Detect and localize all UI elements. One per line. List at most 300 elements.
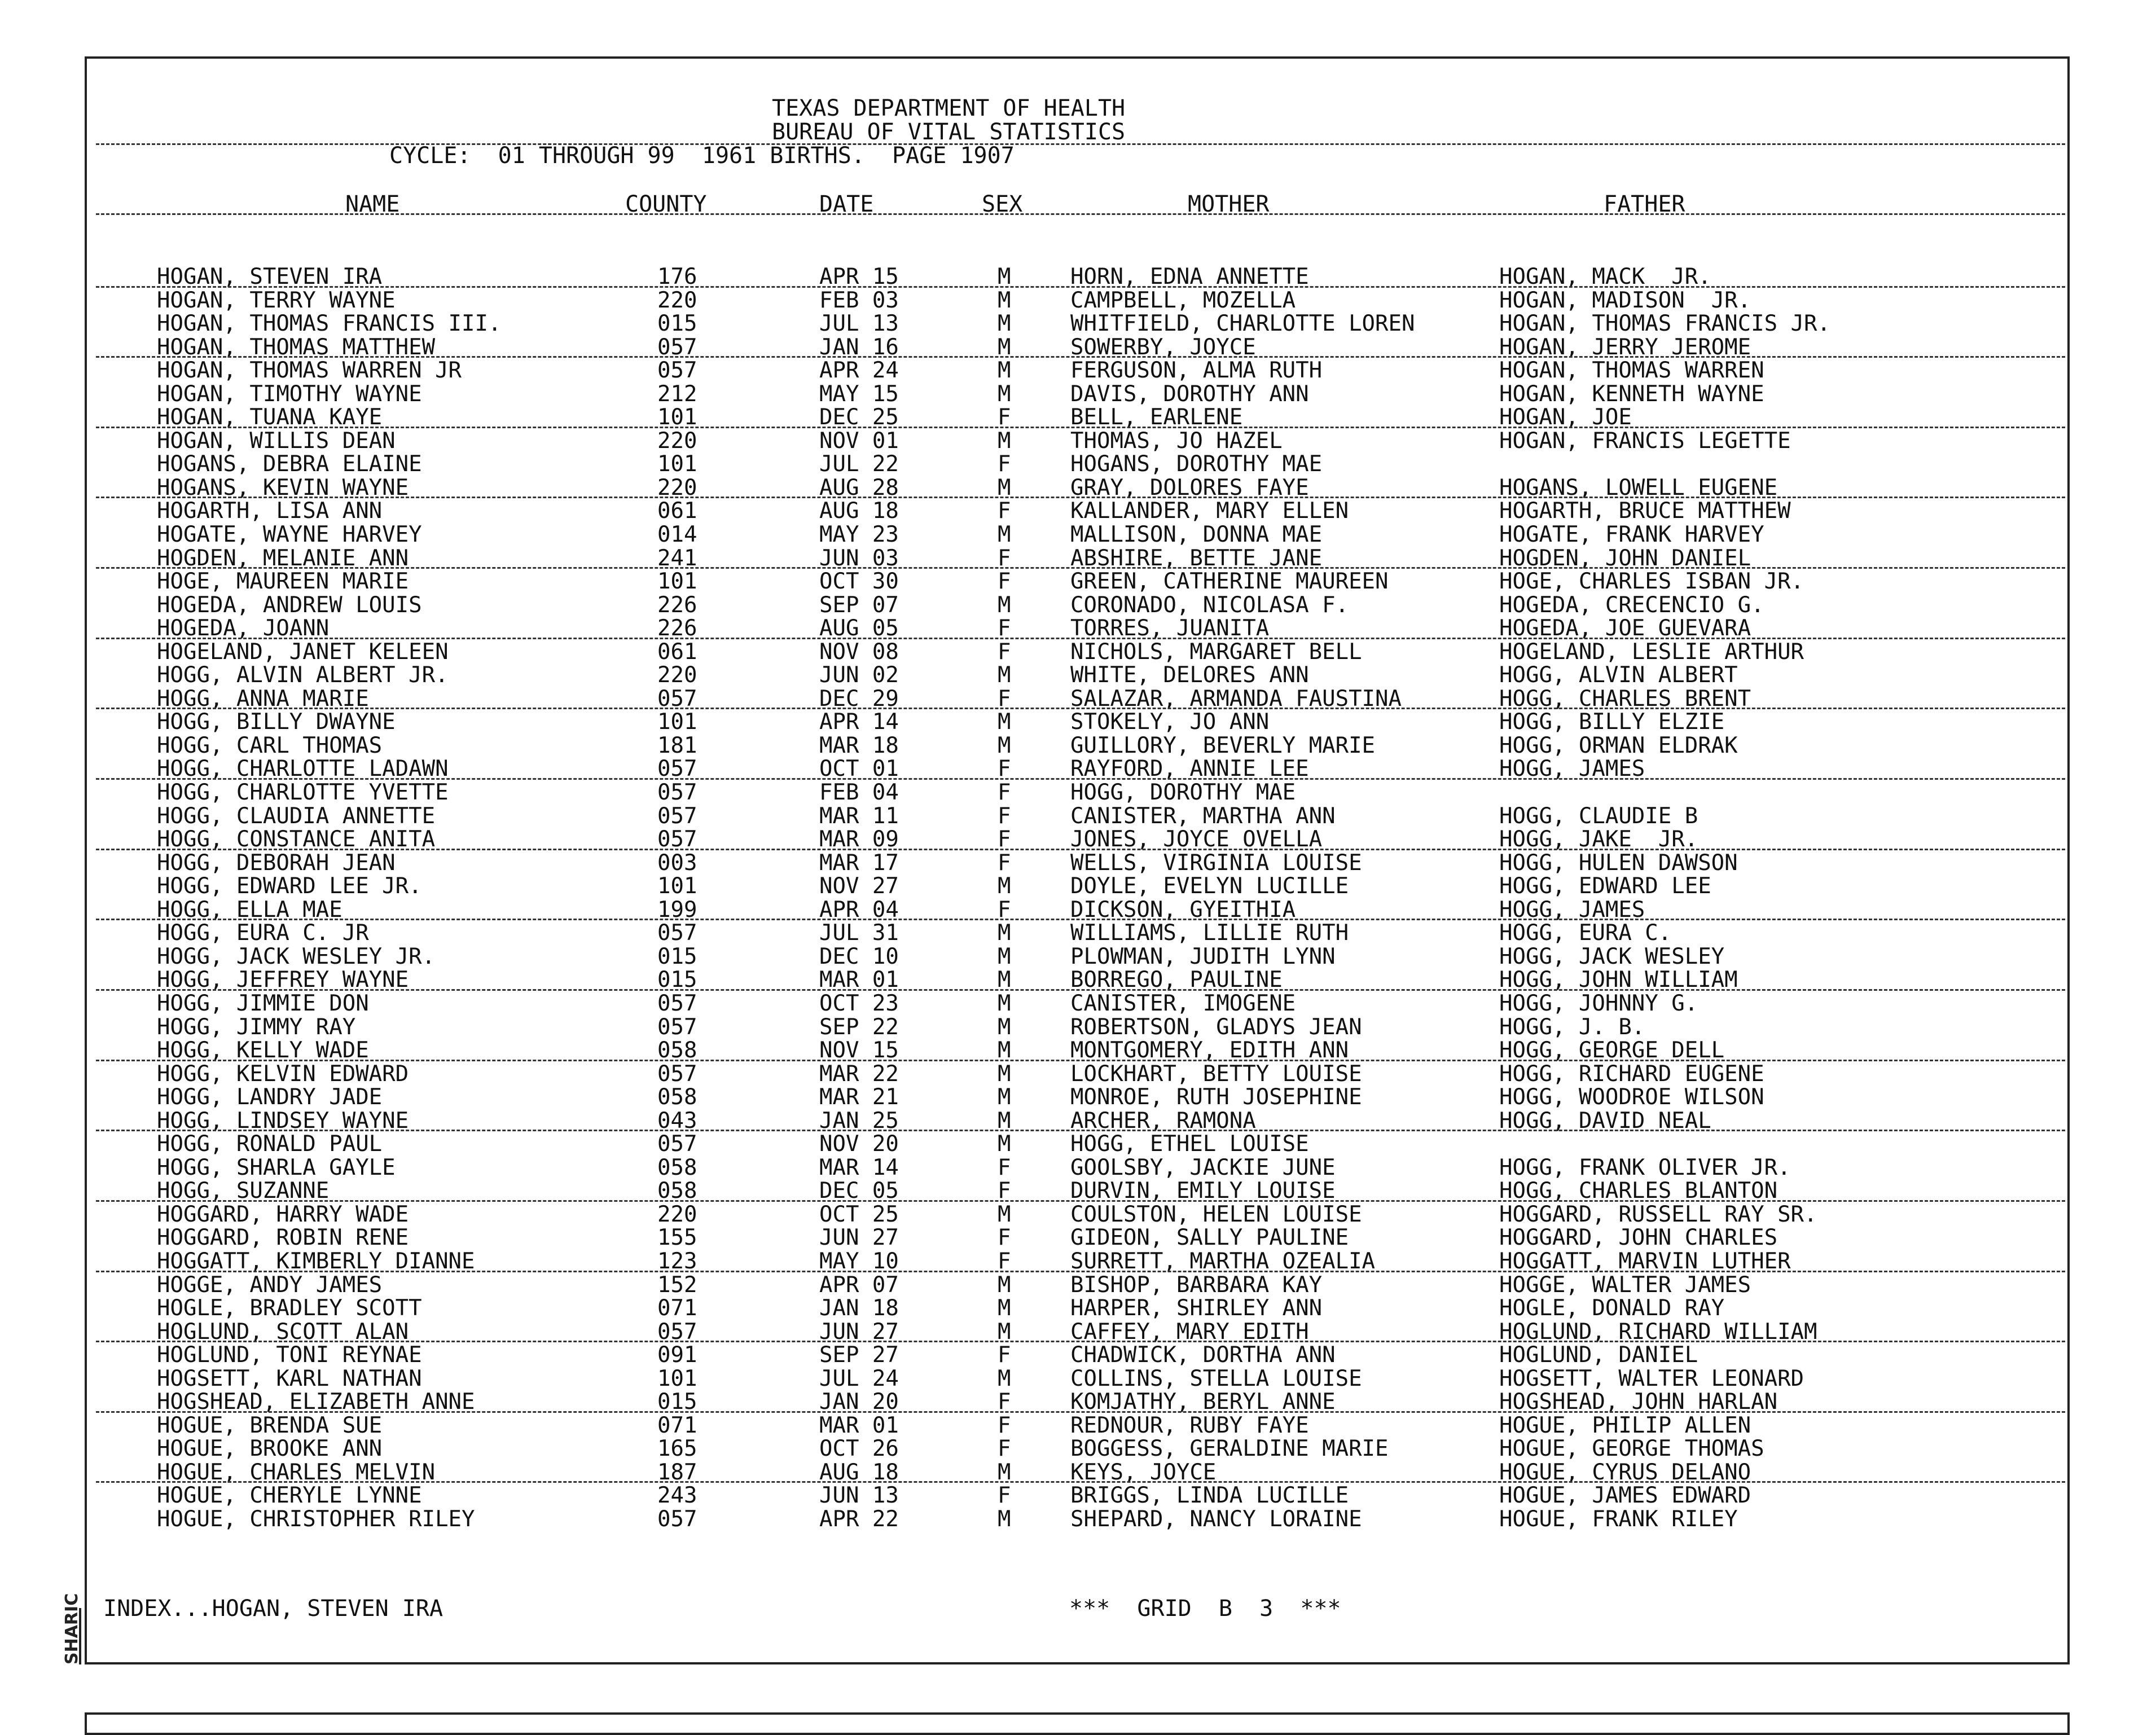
- record-date: MAR 17: [819, 850, 899, 876]
- record-row: [0, 1016, 2156, 1039]
- record-mother: CAMPBELL, MOZELLA: [1070, 287, 1296, 313]
- record-name: HOGUE, BROOKE ANN: [157, 1436, 383, 1462]
- record-sex: F: [998, 1178, 1011, 1204]
- record-mother: KOMJATHY, BERYL ANNE: [1070, 1389, 1336, 1415]
- record-name: HOGG, KELLY WADE: [157, 1038, 369, 1064]
- record-county: 015: [657, 943, 697, 969]
- record-mother: SHEPARD, NANCY LORAINE: [1070, 1506, 1362, 1532]
- record-mother: CAFFEY, MARY EDITH: [1070, 1319, 1309, 1345]
- record-row: [0, 1461, 2156, 1484]
- record-row: [0, 1039, 2156, 1062]
- record-date: NOV 27: [819, 873, 899, 899]
- record-mother: KALLANDER, MARY ELLEN: [1070, 498, 1349, 524]
- record-sex: M: [998, 1459, 1011, 1485]
- record-sex: F: [998, 405, 1011, 431]
- record-date: JAN 25: [819, 1108, 899, 1134]
- record-name: HOGAN, TUANA KAYE: [157, 405, 383, 431]
- record-name: HOGG, CARL THOMAS: [157, 732, 383, 758]
- record-mother: CORONADO, NICOLASA F.: [1070, 592, 1349, 618]
- record-father: HOGG, DAVID NEAL: [1499, 1108, 1711, 1134]
- record-father: HOGG, HULEN DAWSON: [1499, 850, 1738, 876]
- record-sex: M: [998, 709, 1011, 735]
- record-sex: M: [998, 1295, 1011, 1321]
- record-row: [0, 594, 2156, 617]
- record-county: 226: [657, 592, 697, 618]
- record-row: [0, 1086, 2156, 1109]
- record-name: HOGG, EURA C. JR: [157, 920, 369, 946]
- record-sex: M: [998, 873, 1011, 899]
- record-sex: F: [998, 756, 1011, 782]
- record-date: JAN 18: [819, 1295, 899, 1321]
- record-date: SEP 07: [819, 592, 899, 618]
- record-sex: F: [998, 780, 1011, 806]
- bureau-title: BUREAU OF VITAL STATISTICS: [772, 119, 1126, 145]
- record-mother: PLOWMAN, JUDITH LYNN: [1070, 943, 1336, 969]
- record-name: HOGAN, THOMAS MATTHEW: [157, 334, 436, 360]
- record-mother: GUILLORY, BEVERLY MARIE: [1070, 732, 1376, 758]
- record-name: HOGG, LINDSEY WAYNE: [157, 1108, 409, 1134]
- record-date: JUL 24: [819, 1365, 899, 1391]
- record-father: HOGG, BILLY ELZIE: [1499, 709, 1725, 735]
- record-sex: M: [998, 592, 1011, 618]
- record-father: HOGG, CLAUDIE B: [1499, 803, 1698, 829]
- record-father: HOGG, CHARLES BRENT: [1499, 686, 1751, 711]
- record-date: NOV 01: [819, 428, 899, 454]
- record-name: HOGSETT, KARL NATHAN: [157, 1365, 422, 1391]
- record-mother: DOYLE, EVELYN LUCILLE: [1070, 873, 1349, 899]
- column-header-county: COUNTY: [625, 191, 707, 217]
- record-sex: M: [998, 358, 1011, 384]
- record-date: OCT 30: [819, 569, 899, 595]
- record-father: HOGAN, THOMAS WARREN: [1499, 358, 1764, 384]
- record-mother: BORREGO, PAULINE: [1070, 967, 1283, 993]
- record-father: HOGG, EDWARD LEE: [1499, 873, 1711, 899]
- record-sex: F: [998, 1389, 1011, 1415]
- record-name: HOGG, JEFFREY WAYNE: [157, 967, 409, 993]
- record-sex: M: [998, 1084, 1011, 1110]
- record-date: APR 24: [819, 358, 899, 384]
- record-county: 226: [657, 616, 697, 642]
- record-mother: COULSTON, HELEN LOUISE: [1070, 1201, 1362, 1227]
- record-date: JUN 03: [819, 545, 899, 571]
- record-name: HOGUE, BRENDA SUE: [157, 1412, 383, 1438]
- record-sex: M: [998, 920, 1011, 946]
- record-sex: M: [998, 311, 1011, 337]
- record-county: 057: [657, 686, 697, 711]
- record-mother: WHITFIELD, CHARLOTTE LOREN: [1070, 311, 1415, 337]
- record-date: SEP 22: [819, 1014, 899, 1040]
- record-county: 071: [657, 1295, 697, 1321]
- record-sex: M: [998, 264, 1011, 289]
- record-name: HOGG, CONSTANCE ANITA: [157, 827, 436, 853]
- record-date: NOV 08: [819, 639, 899, 665]
- record-row: [0, 1390, 2156, 1414]
- record-father: HOGG, JAMES: [1499, 756, 1645, 782]
- record-name: HOGANS, KEVIN WAYNE: [157, 475, 409, 500]
- record-row: [0, 523, 2156, 547]
- record-mother: WHITE, DELORES ANN: [1070, 662, 1309, 688]
- record-row: [0, 429, 2156, 453]
- record-father: HOGSHEAD, JOHN HARLAN: [1499, 1389, 1778, 1415]
- record-row: [0, 710, 2156, 734]
- record-date: SEP 27: [819, 1342, 899, 1368]
- record-mother: HORN, EDNA ANNETTE: [1070, 264, 1309, 289]
- record-mother: RAYFORD, ANNIE LEE: [1070, 756, 1309, 782]
- record-row: [0, 289, 2156, 313]
- record-county: 003: [657, 850, 697, 876]
- record-row: [0, 828, 2156, 851]
- record-sex: F: [998, 1412, 1011, 1438]
- record-father: HOGUE, FRANK RILEY: [1499, 1506, 1738, 1532]
- record-row: [0, 1109, 2156, 1133]
- record-county: 101: [657, 1365, 697, 1391]
- record-county: 057: [657, 1131, 697, 1157]
- record-mother: HOGG, ETHEL LOUISE: [1070, 1131, 1309, 1157]
- record-row: [0, 851, 2156, 875]
- record-county: 101: [657, 405, 697, 431]
- record-name: HOGE, MAUREEN MARIE: [157, 569, 409, 595]
- record-row: [0, 921, 2156, 945]
- record-date: AUG 05: [819, 616, 899, 642]
- record-name: HOGG, JIMMIE DON: [157, 990, 369, 1016]
- record-row: [0, 664, 2156, 687]
- record-sex: F: [998, 1248, 1011, 1274]
- record-row: [0, 757, 2156, 781]
- record-mother: ARCHER, RAMONA: [1070, 1108, 1256, 1134]
- record-row: [0, 1320, 2156, 1344]
- record-mother: FERGUSON, ALMA RUTH: [1070, 358, 1323, 384]
- record-name: HOGGARD, HARRY WADE: [157, 1201, 409, 1227]
- record-name: HOGG, SHARLA GAYLE: [157, 1154, 396, 1180]
- agency-title: TEXAS DEPARTMENT OF HEALTH: [772, 95, 1126, 121]
- column-header-rule: [96, 213, 2065, 215]
- record-father: HOGATE, FRANK HARVEY: [1499, 522, 1764, 548]
- record-name: HOGG, SUZANNE: [157, 1178, 330, 1204]
- record-father: HOGUE, GEORGE THOMAS: [1499, 1436, 1764, 1462]
- record-row: [0, 406, 2156, 429]
- record-row: [0, 734, 2156, 758]
- record-date: APR 22: [819, 1506, 899, 1532]
- record-sex: M: [998, 522, 1011, 548]
- record-name: HOGAN, WILLIS DEAN: [157, 428, 396, 454]
- record-name: HOGG, JACK WESLEY JR.: [157, 943, 436, 969]
- cycle-line: CYCLE: 01 THROUGH 99 1961 BIRTHS. PAGE 1907: [389, 143, 1015, 169]
- record-name: HOGG, CHARLOTTE LADAWN: [157, 756, 449, 782]
- record-date: DEC 29: [819, 686, 899, 711]
- record-row: [0, 1179, 2156, 1203]
- record-mother: REDNOUR, RUBY FAYE: [1070, 1412, 1309, 1438]
- record-father: HOGUE, JAMES EDWARD: [1499, 1483, 1751, 1509]
- record-county: 057: [657, 827, 697, 853]
- record-county: 220: [657, 1201, 697, 1227]
- record-father: HOGG, JACK WESLEY: [1499, 943, 1725, 969]
- record-father: HOGG, J. B.: [1499, 1014, 1645, 1040]
- record-mother: BISHOP, BARBARA KAY: [1070, 1272, 1323, 1298]
- record-sex: M: [998, 1108, 1011, 1134]
- record-county: 220: [657, 287, 697, 313]
- record-mother: COLLINS, STELLA LOUISE: [1070, 1365, 1362, 1391]
- record-date: OCT 25: [819, 1201, 899, 1227]
- record-date: NOV 15: [819, 1038, 899, 1064]
- record-row: [0, 898, 2156, 922]
- footer-index: INDEX...HOGAN, STEVEN IRA: [103, 1596, 444, 1622]
- record-row: [0, 687, 2156, 711]
- record-county: 071: [657, 1412, 697, 1438]
- record-name: HOGELAND, JANET KELEEN: [157, 639, 449, 665]
- record-row: [0, 1132, 2156, 1156]
- record-county: 057: [657, 358, 697, 384]
- record-row: [0, 617, 2156, 640]
- record-name: HOGG, ANNA MARIE: [157, 686, 369, 711]
- record-county: 057: [657, 920, 697, 946]
- record-mother: ROBERTSON, GLADYS JEAN: [1070, 1014, 1362, 1040]
- record-sex: M: [998, 662, 1011, 688]
- side-label: SHARIC: [62, 1593, 82, 1664]
- record-row: [0, 1203, 2156, 1227]
- record-row: [0, 1062, 2156, 1086]
- record-name: HOGARTH, LISA ANN: [157, 498, 383, 524]
- record-father: HOGANS, LOWELL EUGENE: [1499, 475, 1778, 500]
- record-father: HOGLE, DONALD RAY: [1499, 1295, 1725, 1321]
- record-county: 152: [657, 1272, 697, 1298]
- record-father: HOGUE, CYRUS DELANO: [1499, 1459, 1751, 1485]
- record-sex: M: [998, 1365, 1011, 1391]
- record-sex: F: [998, 498, 1011, 524]
- record-name: HOGGARD, ROBIN RENE: [157, 1225, 409, 1251]
- record-father: HOGG, JAMES: [1499, 897, 1645, 923]
- record-mother: HOGG, DOROTHY MAE: [1070, 780, 1296, 806]
- record-father: HOGG, JOHN WILLIAM: [1499, 967, 1738, 993]
- record-sex: F: [998, 616, 1011, 642]
- record-name: HOGLUND, TONI REYNAE: [157, 1342, 422, 1368]
- record-sex: F: [998, 1225, 1011, 1251]
- record-name: HOGAN, TERRY WAYNE: [157, 287, 396, 313]
- record-row: [0, 1508, 2156, 1531]
- record-date: MAR 11: [819, 803, 899, 829]
- record-name: HOGG, BILLY DWAYNE: [157, 709, 396, 735]
- record-row: [0, 1273, 2156, 1297]
- record-row: [0, 875, 2156, 898]
- record-mother: CHADWICK, DORTHA ANN: [1070, 1342, 1336, 1368]
- record-row: [0, 476, 2156, 500]
- record-mother: HOGANS, DOROTHY MAE: [1070, 451, 1323, 477]
- record-mother: MALLISON, DONNA MAE: [1070, 522, 1323, 548]
- record-county: 091: [657, 1342, 697, 1368]
- record-date: APR 15: [819, 264, 899, 289]
- column-header-father: FATHER: [1604, 191, 1685, 217]
- record-father: HOGG, GEORGE DELL: [1499, 1038, 1725, 1064]
- record-county: 220: [657, 428, 697, 454]
- record-row: [0, 1484, 2156, 1508]
- record-county: 057: [657, 1061, 697, 1087]
- record-date: OCT 23: [819, 990, 899, 1016]
- record-sex: F: [998, 827, 1011, 853]
- record-sex: M: [998, 990, 1011, 1016]
- record-county: 058: [657, 1154, 697, 1180]
- record-row: [0, 968, 2156, 992]
- column-header-name: NAME: [345, 191, 400, 217]
- record-row: [0, 1343, 2156, 1367]
- record-name: HOGG, ALVIN ALBERT JR.: [157, 662, 449, 688]
- record-name: HOGGE, ANDY JAMES: [157, 1272, 383, 1298]
- record-row: [0, 312, 2156, 336]
- record-row: [0, 1437, 2156, 1461]
- record-date: MAR 09: [819, 827, 899, 853]
- record-mother: GIDEON, SALLY PAULINE: [1070, 1225, 1349, 1251]
- record-name: HOGDEN, MELANIE ANN: [157, 545, 409, 571]
- record-date: JUN 02: [819, 662, 899, 688]
- record-county: 057: [657, 803, 697, 829]
- record-date: DEC 25: [819, 405, 899, 431]
- record-date: MAR 22: [819, 1061, 899, 1087]
- record-sex: M: [998, 943, 1011, 969]
- record-date: FEB 04: [819, 780, 899, 806]
- record-sex: M: [998, 1014, 1011, 1040]
- record-mother: DURVIN, EMILY LOUISE: [1070, 1178, 1336, 1204]
- record-county: 212: [657, 381, 697, 407]
- record-county: 181: [657, 732, 697, 758]
- record-mother: GRAY, DOLORES FAYE: [1070, 475, 1309, 500]
- record-county: 058: [657, 1084, 697, 1110]
- record-father: HOGG, RICHARD EUGENE: [1499, 1061, 1764, 1087]
- record-date: OCT 26: [819, 1436, 899, 1462]
- record-mother: TORRES, JUANITA: [1070, 616, 1270, 642]
- record-mother: LOCKHART, BETTY LOUISE: [1070, 1061, 1362, 1087]
- record-county: 014: [657, 522, 697, 548]
- record-county: 220: [657, 662, 697, 688]
- record-name: HOGAN, TIMOTHY WAYNE: [157, 381, 422, 407]
- record-county: 101: [657, 569, 697, 595]
- record-mother: WILLIAMS, LILLIE RUTH: [1070, 920, 1349, 946]
- record-date: MAR 21: [819, 1084, 899, 1110]
- footer-grid-reference: *** GRID B 3 ***: [1069, 1596, 1341, 1622]
- record-mother: DICKSON, GYEITHIA: [1070, 897, 1296, 923]
- column-header-sex: SEX: [982, 191, 1023, 217]
- record-sex: F: [998, 451, 1011, 477]
- record-name: HOGGATT, KIMBERLY DIANNE: [157, 1248, 475, 1274]
- record-father: HOGGATT, MARVIN LUTHER: [1499, 1248, 1791, 1274]
- record-father: HOGG, EURA C.: [1499, 920, 1672, 946]
- record-sex: M: [998, 1506, 1011, 1532]
- record-date: JUL 13: [819, 311, 899, 337]
- record-county: 199: [657, 897, 697, 923]
- record-county: 176: [657, 264, 697, 289]
- record-name: HOGLUND, SCOTT ALAN: [157, 1319, 409, 1345]
- record-county: 061: [657, 639, 697, 665]
- record-father: HOGG, CHARLES BLANTON: [1499, 1178, 1778, 1204]
- record-father: HOGUE, PHILIP ALLEN: [1499, 1412, 1751, 1438]
- record-county: 058: [657, 1178, 697, 1204]
- record-date: APR 14: [819, 709, 899, 735]
- record-date: JUN 27: [819, 1319, 899, 1345]
- record-date: MAR 18: [819, 732, 899, 758]
- record-name: HOGAN, THOMAS FRANCIS III.: [157, 311, 502, 337]
- record-name: HOGG, DEBORAH JEAN: [157, 850, 396, 876]
- record-date: JUL 22: [819, 451, 899, 477]
- record-sex: M: [998, 1038, 1011, 1064]
- record-mother: NICHOLS, MARGARET BELL: [1070, 639, 1362, 665]
- record-father: HOGGARD, RUSSELL RAY SR.: [1499, 1201, 1817, 1227]
- record-mother: JONES, JOYCE OVELLA: [1070, 827, 1323, 853]
- record-name: HOGUE, CHARLES MELVIN: [157, 1459, 436, 1485]
- record-county: 057: [657, 990, 697, 1016]
- record-sex: F: [998, 897, 1011, 923]
- record-sex: M: [998, 428, 1011, 454]
- record-mother: ABSHIRE, BETTE JANE: [1070, 545, 1323, 571]
- record-date: JAN 16: [819, 334, 899, 360]
- record-name: HOGG, CLAUDIA ANNETTE: [157, 803, 436, 829]
- record-row: [0, 1297, 2156, 1320]
- record-row: [0, 1156, 2156, 1180]
- record-name: HOGG, ELLA MAE: [157, 897, 342, 923]
- record-county: 155: [657, 1225, 697, 1251]
- record-date: APR 07: [819, 1272, 899, 1298]
- record-father: HOGG, FRANK OLIVER JR.: [1499, 1154, 1791, 1180]
- record-mother: WELLS, VIRGINIA LOUISE: [1070, 850, 1362, 876]
- record-date: APR 04: [819, 897, 899, 923]
- record-date: MAY 15: [819, 381, 899, 407]
- record-county: 057: [657, 1319, 697, 1345]
- record-county: 101: [657, 451, 697, 477]
- record-mother: STOKELY, JO ANN: [1070, 709, 1270, 735]
- record-sex: F: [998, 1436, 1011, 1462]
- record-date: AUG 18: [819, 1459, 899, 1485]
- record-row: [0, 1414, 2156, 1438]
- record-mother: GOOLSBY, JACKIE JUNE: [1070, 1154, 1336, 1180]
- record-mother: GREEN, CATHERINE MAUREEN: [1070, 569, 1389, 595]
- record-father: HOGARTH, BRUCE MATTHEW: [1499, 498, 1791, 524]
- record-date: MAR 14: [819, 1154, 899, 1180]
- record-row: [0, 781, 2156, 805]
- record-county: 057: [657, 334, 697, 360]
- record-county: 057: [657, 1014, 697, 1040]
- record-county: 243: [657, 1483, 697, 1509]
- record-name: HOGUE, CHERYLE LYNNE: [157, 1483, 422, 1509]
- record-name: HOGEDA, ANDREW LOUIS: [157, 592, 422, 618]
- record-sex: F: [998, 1483, 1011, 1509]
- record-sex: M: [998, 334, 1011, 360]
- record-father: HOGELAND, LESLIE ARTHUR: [1499, 639, 1804, 665]
- record-county: 165: [657, 1436, 697, 1462]
- record-mother: BRIGGS, LINDA LUCILLE: [1070, 1483, 1349, 1509]
- record-sex: M: [998, 1131, 1011, 1157]
- record-sex: F: [998, 850, 1011, 876]
- record-mother: SALAZAR, ARMANDA FAUSTINA: [1070, 686, 1402, 711]
- record-sex: M: [998, 967, 1011, 993]
- record-father: HOGAN, JERRY JEROME: [1499, 334, 1751, 360]
- record-mother: CANISTER, MARTHA ANN: [1070, 803, 1336, 829]
- record-date: OCT 01: [819, 756, 899, 782]
- record-county: 057: [657, 780, 697, 806]
- record-name: HOGG, EDWARD LEE JR.: [157, 873, 422, 899]
- record-sex: M: [998, 1201, 1011, 1227]
- record-sex: M: [998, 475, 1011, 500]
- record-row: [0, 640, 2156, 664]
- record-date: JAN 20: [819, 1389, 899, 1415]
- record-date: JUL 31: [819, 920, 899, 946]
- record-sex: M: [998, 1272, 1011, 1298]
- record-name: HOGSHEAD, ELIZABETH ANNE: [157, 1389, 475, 1415]
- record-row: [0, 1367, 2156, 1391]
- record-date: JUN 13: [819, 1483, 899, 1509]
- record-county: 058: [657, 1038, 697, 1064]
- record-mother: CANISTER, IMOGENE: [1070, 990, 1296, 1016]
- record-date: DEC 10: [819, 943, 899, 969]
- record-name: HOGAN, STEVEN IRA: [157, 264, 383, 289]
- record-sex: F: [998, 545, 1011, 571]
- record-father: HOGLUND, RICHARD WILLIAM: [1499, 1319, 1817, 1345]
- record-father: HOGG, JOHNNY G.: [1499, 990, 1698, 1016]
